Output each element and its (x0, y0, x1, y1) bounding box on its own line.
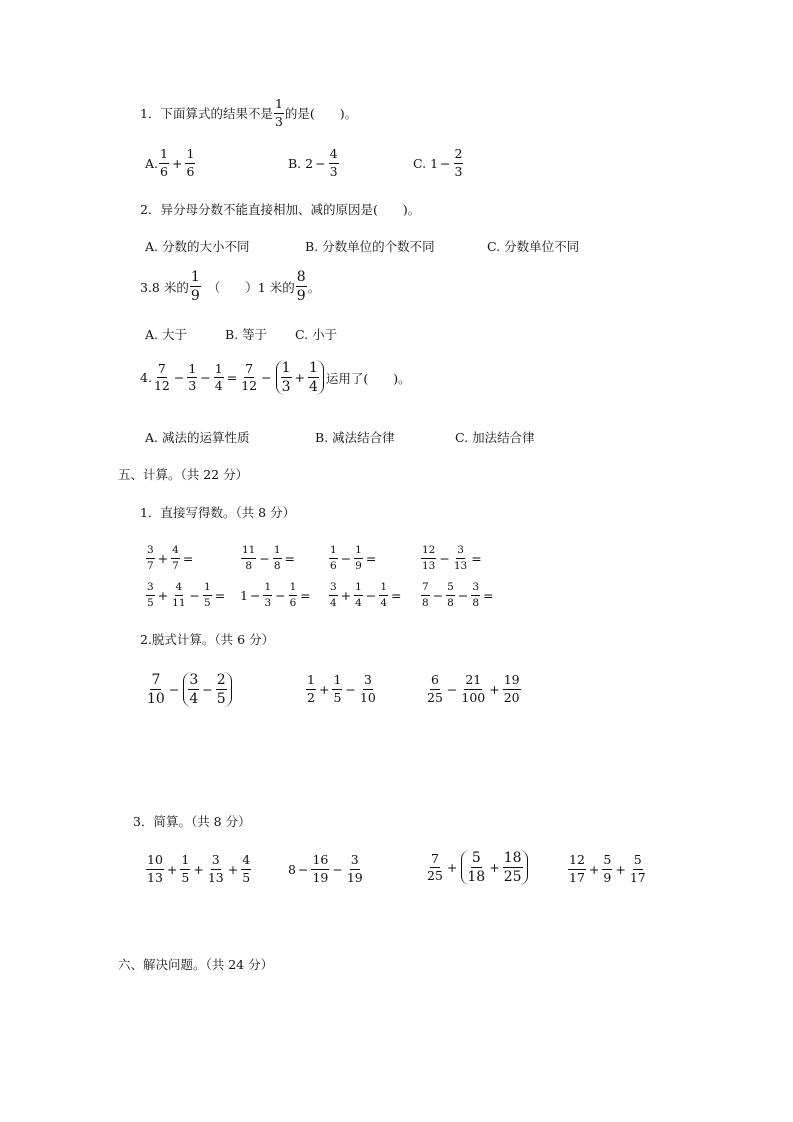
q4-stem: 4. $\frac{7}{12}$ − $\frac{1}{3}$ − $\frac{1}{4}$ = $\frac{7}{12}$ − $\frac{1}{3}$ + $\frac{1}{4}$ 运用了( )。 (140, 360, 411, 395)
parenthesis-group: $\frac{3}{4}$ − $\frac{2}{5}$ (183, 672, 231, 707)
fraction: $\frac{1}{9}$ (190, 269, 200, 304)
section-5-sub2: 2.脱式计算。（共 6 分） (140, 632, 275, 647)
q3-stem: 3.8 米的 $\frac{1}{9}$ （ ）1 米的 $\frac{8}{9}$ 。 (140, 269, 321, 304)
simplify-expr-1: $\frac{10}{13}$ + $\frac{1}{5}$ + $\frac{3}{13}$ + $\frac{4}{5}$ (147, 852, 251, 885)
direct-item: $\frac{3}{4}$ + $\frac{1}{4}$ − $\frac{1}{4}$ = (330, 581, 402, 609)
fraction: $\frac{1}{4}$ (309, 360, 318, 395)
section-5-sub1: 1．直接写得数。（共 8 分） (140, 505, 296, 520)
direct-item: 1 − $\frac{1}{3}$ − $\frac{1}{6}$ = (240, 581, 311, 609)
direct-item: $\frac{7}{8}$ − $\frac{5}{8}$ − $\frac{3}{8}$ = (422, 581, 494, 609)
parenthesis-group: $\frac{5}{18}$ + $\frac{18}{25}$ (461, 850, 527, 885)
section-5-title: 五、计算。（共 22 分） (118, 467, 249, 482)
q3-option-b[interactable]: B. 等于 (225, 327, 268, 342)
fraction: $\frac{7}{12}$ (241, 360, 258, 393)
stepwise-expr-3: $\frac{6}{25}$ − $\frac{21}{100}$ + $\frac{19}{20}$ (427, 672, 520, 705)
direct-item: $\frac{12}{13}$ − $\frac{3}{13}$ = (422, 544, 482, 572)
simplify-expr-3: $\frac{7}{25}$ + $\frac{5}{18}$ + $\frac{18}{25}$ (425, 850, 530, 885)
fraction: $\frac{4}{3}$ (329, 146, 338, 179)
section-5-sub3: 3．简算。（共 8 分） (133, 814, 251, 829)
q3-option-c[interactable]: C. 小于 (295, 327, 338, 342)
q1-stem (140, 98, 357, 128)
q1-option-c[interactable]: C. 1 − $\frac{2}{3}$ (413, 146, 463, 179)
direct-item: $\frac{3}{5}$ + $\frac{4}{11}$ − $\frac{1}{5}$ = (147, 581, 226, 609)
direct-item: $\frac{3}{7}$ + $\frac{4}{7}$ = (147, 544, 194, 572)
q4-option-b[interactable]: B. 减法结合律 (315, 430, 395, 445)
q2-option-a[interactable]: A. 分数的大小不同 (145, 239, 250, 254)
q1-stem-fraction: $\frac{1}{3}$ (274, 96, 283, 129)
q1-option-b[interactable]: B. 2 − $\frac{4}{3}$ (288, 146, 338, 179)
fraction: $\frac{1}{3}$ (188, 360, 197, 393)
section-6-title: 六、解决问题。（共 24 分） (118, 957, 274, 972)
direct-item: $\frac{11}{8}$ − $\frac{1}{8}$ = (242, 544, 296, 572)
q2-stem: 2．异分母分数不能直接相加、减的原因是( )。 (140, 202, 421, 217)
parenthesis-group: $\frac{1}{3}$ + $\frac{1}{4}$ (276, 360, 324, 395)
q3-option-a[interactable]: A. 大于 (145, 327, 187, 342)
fraction: $\frac{1}{6}$ (186, 146, 195, 179)
direct-item: $\frac{1}{6}$ − $\frac{1}{9}$ = (330, 544, 377, 572)
q1-stem-post: 的是( )。 (284, 106, 358, 121)
q4-option-c[interactable]: C. 加法结合律 (455, 430, 535, 445)
fraction: $\frac{1}{6}$ (160, 146, 168, 179)
fraction: $\frac{2}{3}$ (454, 146, 463, 179)
fraction: $\frac{8}{9}$ (296, 269, 306, 304)
q4-option-a[interactable]: A. 减法的运算性质 (145, 430, 250, 445)
stepwise-expr-1: $\frac{7}{10}$ − $\frac{3}{4}$ − $\frac{2}{5}$ (145, 672, 234, 707)
stepwise-expr-2: $\frac{1}{2}$ + $\frac{1}{5}$ − $\frac{3}{10}$ (307, 672, 376, 705)
q2-option-c[interactable]: C. 分数单位不同 (487, 239, 580, 254)
q1-stem-pre: 1．下面算式的结果不是 (140, 106, 273, 121)
q2-option-b[interactable]: B. 分数单位的个数不同 (305, 239, 435, 254)
simplify-expr-4: $\frac{12}{17}$ + $\frac{5}{9}$ + $\frac{5}{17}$ (569, 852, 646, 885)
fraction: $\frac{7}{12}$ (153, 360, 170, 393)
q1-option-a[interactable]: A. $\frac{1}{6}$ + $\frac{1}{6}$ (145, 146, 195, 179)
fraction: $\frac{1}{4}$ (214, 360, 223, 393)
fraction: $\frac{1}{3}$ (281, 360, 291, 395)
simplify-expr-2: 8 − $\frac{16}{19}$ − $\frac{3}{19}$ (288, 852, 363, 885)
